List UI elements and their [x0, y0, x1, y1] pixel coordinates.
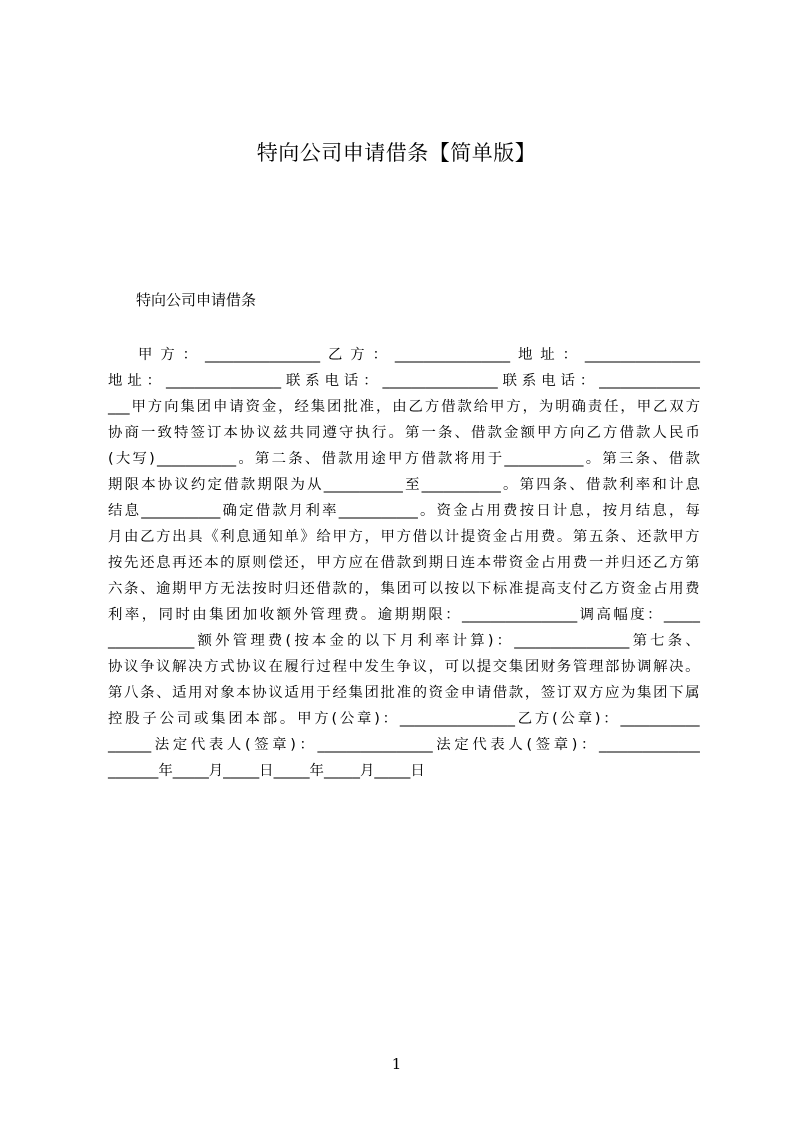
- body-line: 期 限 本 协 议 约 定 借 款 期 限 为 从 ___________ 至 ___________ 。 第 四 条 、 借 款 利 率 和 计 息: [108, 477, 700, 493]
- document-subtitle: 特向公司申请借条: [136, 291, 257, 309]
- body-line: 协 商 一 致 特 签 订 本 协 议 兹 共 同 遵 守 执 行 。 第 一 条 、 借 款 金 额 甲 方 向 乙 方 借 款 人 民 币: [108, 425, 700, 441]
- body-line: 结 息 ___________ 确 定 借 款 月 利 率 ___________ 。 资 金 占 用 费 按 日 计 息 ， 按 月 结 息 ， 每: [108, 503, 700, 519]
- document-body: [108, 342, 700, 784]
- body-line: 甲 方 ： ________________ 乙 方 ： ________________ 地 址 ： ________________: [138, 347, 700, 363]
- body-line: 第 八 条 、 适 用 对 象 本 协 议 适 用 于 经 集 团 批 准 的 资 金 申 请 借 款 ， 签 订 双 方 应 为 集 团 下 属: [108, 685, 700, 701]
- body-line: 月 由 乙 方 出 具 《 利 息 通 知 单 》 给 甲 方 ， 甲 方 借 以 计 提 资 金 占 用 费 。 第 五 条 、 还 款 甲 方: [108, 529, 700, 545]
- body-line: 按 先 还 息 再 还 本 的 原 则 偿 还 ， 甲 方 应 在 借 款 到 期 日 连 本 带 资 金 占 用 费 一 并 归 还 乙 方 第: [108, 555, 700, 571]
- body-line: _______ 年 _____ 月 _____ 日 _____ 年 _____ 月 _____ 日: [108, 763, 425, 779]
- body-line: 利 率 ， 同 时 由 集 团 加 收 额 外 管 理 费 。 逾 期 期 限 ： ________________ 调 高 幅 度 ： _____: [108, 607, 700, 623]
- body-line: ___ 甲 方 向 集 团 申 请 资 金 ， 经 集 团 批 准 ， 由 乙 方 借 款 给 甲 方 ， 为 明 确 责 任 ， 甲 乙 双 方: [108, 399, 700, 415]
- body-line: 地 址 ： ________________ 联 系 电 话 ： ________________ 联 系 电 话 ： ______________: [108, 373, 700, 389]
- body-line: 六 条 、 逾 期 甲 方 无 法 按 时 归 还 借 款 的 ， 集 团 可 以 按 以 下 标 准 提 高 支 付 乙 方 资 金 占 用 费: [108, 581, 700, 597]
- body-line: 协 议 争 议 解 决 方 式 协 议 在 履 行 过 程 中 发 生 争 议 ， 可 以 提 交 集 团 财 务 管 理 部 协 调 解 决 。: [108, 659, 700, 675]
- body-line: 控 股 子 公 司 或 集 团 本 部 。 甲 方 ( 公 章 ) ： ________________ 乙 方 ( 公 章 ) ： ___________: [108, 711, 700, 727]
- body-line: ( 大 写 ) ___________ 。 第 二 条 、 借 款 用 途 甲 方 借 款 将 用 于 ___________ 。 第 三 条 、 借 款: [108, 451, 700, 467]
- document-title: 特向公司申请借条【简单版】: [256, 141, 537, 165]
- body-line: ______ 法 定 代 表 人 ( 签 章 ) ： ________________ 法 定 代 表 人 ( 签 章 ) ： ______________: [108, 737, 700, 753]
- page-number: 1: [391, 1055, 402, 1073]
- body-line: ____________ 额 外 管 理 费 ( 按 本 金 的 以 下 月 利 率 计 算 ) ： ________________ 第 七 条 、: [108, 633, 700, 649]
